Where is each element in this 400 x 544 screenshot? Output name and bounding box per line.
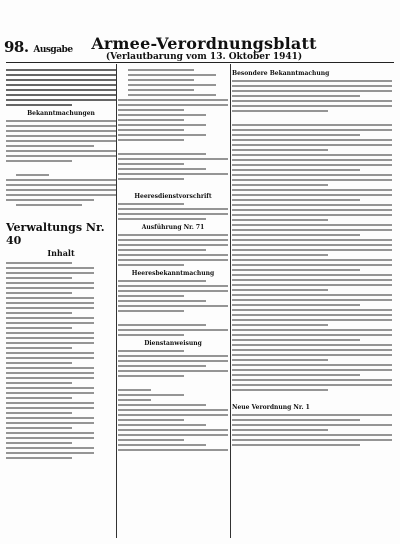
right-column (232, 66, 392, 449)
page-label: Ausgabe (33, 45, 73, 55)
section-heading: Bekanntmachungen (27, 110, 95, 117)
middle-heading-4: Dienstanweisung (144, 340, 202, 347)
big-subheading: Inhalt (47, 248, 75, 258)
middle-heading-1: Heeresdienstvorschrift (134, 193, 212, 200)
middle-heading-2: Ausführung Nr. 71 (141, 224, 205, 231)
right-heading-2: Neue Verordnung Nr. 1 (232, 404, 310, 411)
document-subtitle: (Verlautbarung vom 13. Oktober 1941) (105, 52, 303, 62)
big-heading: Verwaltungs Nr. 40 (6, 221, 105, 247)
middle-heading-3: Heeresbekanntmachung (131, 270, 215, 277)
column-divider-left (116, 64, 117, 538)
page-number (4, 38, 73, 56)
page-number-value: 98. (4, 38, 29, 56)
column-divider-right (230, 64, 231, 538)
left-column (6, 66, 116, 462)
middle-column (118, 66, 228, 454)
right-heading-1: Besondere Bekanntmachung (232, 70, 330, 77)
header-rule (6, 62, 394, 63)
document-title: Armee-Verordnungsblatt (91, 34, 317, 53)
